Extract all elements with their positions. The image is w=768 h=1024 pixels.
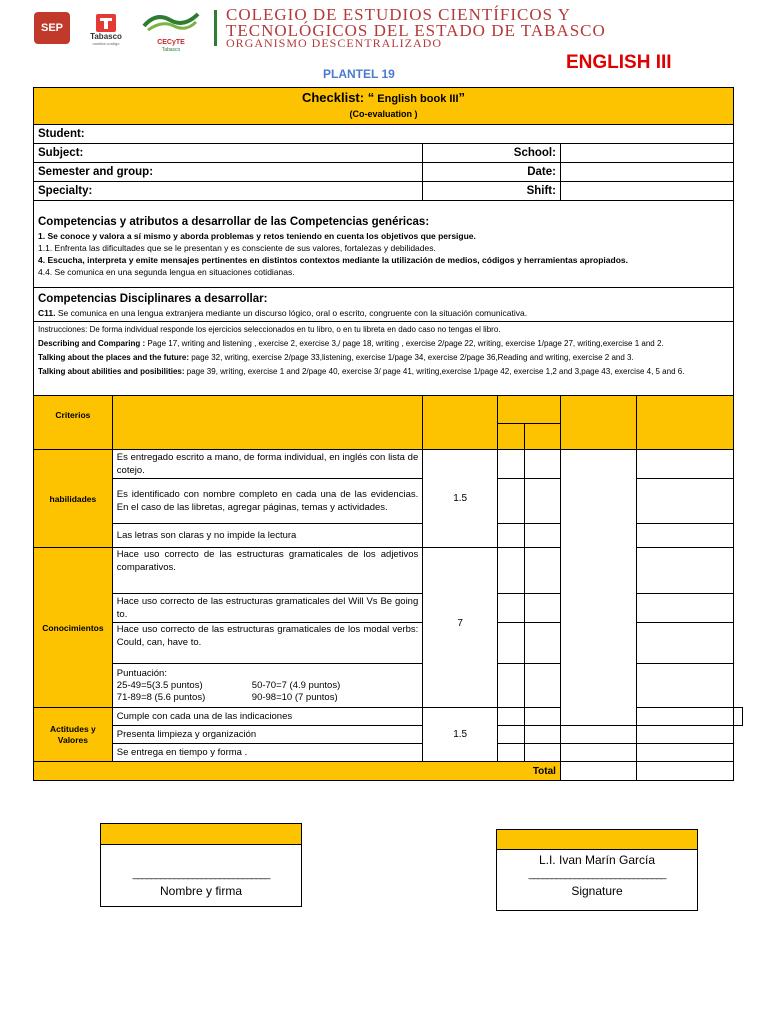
specialty-field: Specialty:	[34, 182, 423, 201]
actitudes-score: 1.5	[423, 708, 498, 762]
habilidades-2-no[interactable]	[524, 479, 560, 524]
criterios-header: Criterios	[34, 396, 113, 450]
check-yes-header	[498, 424, 525, 450]
checklist-table	[33, 87, 743, 781]
student-signature-label: Nombre y firma	[159, 884, 242, 898]
puntuacion-block: Puntuación: 25-49=5(3.5 puntos) 50-70=7 (4.9 puntos) 71-89=8 (5.6 puntos) 90-98=10 (7 puntos)	[112, 664, 422, 708]
course-title: ENGLISH III	[566, 52, 672, 73]
criteria-desc-header	[112, 396, 422, 450]
habilidades-3-obs[interactable]	[637, 524, 734, 548]
sep-logo: SEP	[34, 12, 70, 44]
conocimientos-item-3: Hace uso correcto de las estructuras gramaticales de los modal verbs: Could, can, have to.	[112, 623, 422, 664]
date-field: Date:	[423, 163, 561, 182]
observations-header	[637, 396, 734, 450]
habilidades-3-no[interactable]	[524, 524, 560, 548]
habilidades-1-obs[interactable]	[637, 450, 734, 479]
college-name-line2: TECNOLÓGICOS DEL ESTADO DE TABASCO	[226, 21, 606, 40]
habilidades-1-no[interactable]	[524, 450, 560, 479]
checklist-title-cell: Checklist: “ English book III” (Co-evaluation )	[34, 88, 734, 125]
actitudes-1-no[interactable]	[524, 708, 560, 726]
check-no-header	[524, 424, 560, 450]
habilidades-1-yes[interactable]	[498, 450, 525, 479]
student-signature-header	[101, 824, 301, 845]
total-label: Total	[34, 762, 561, 781]
evaluation-type: (Co-evaluation )	[349, 109, 418, 119]
generic-competencies: Competencias y atributos a desarrollar de las Competencias genéricas: 1. Se conoce y valora a sí mismo y aborda problemas y retos teniendo en cuenta los objetivos que persigue. 1.1. Enfrenta las dificultades que se le presentan y es consciente de sus valores, fortalezas y debilidades. 4. Escucha, interpreta y emite mensajes pertinentes en distintos contextos mediante la utilización de medios, códigos y herramientas apropiados. 4.4. Se comunica en una segunda lengua en situaciones cotidianas.	[34, 201, 734, 288]
habilidades-3-yes[interactable]	[498, 524, 525, 548]
shift-value	[560, 182, 733, 201]
actitudes-obtained-1[interactable]	[637, 708, 734, 726]
college-name-line3: ORGANISMO DESCENTRALIZADO	[226, 36, 442, 50]
habilidades-score: 1.5	[423, 450, 498, 548]
conocimientos-3-no[interactable]	[524, 623, 560, 664]
conocimientos-1-no[interactable]	[524, 548, 560, 594]
habilidades-2-obs[interactable]	[637, 479, 734, 524]
teacher-name: L.I. Ivan Marín García	[538, 853, 656, 867]
actitudes-item-2: Presenta limpieza y organización	[112, 726, 422, 744]
habilidades-item-1: Es entregado escrito a mano, de forma individual, en inglés con lista de cotejo.	[112, 450, 422, 479]
conocimientos-3-obs[interactable]	[637, 623, 734, 664]
teacher-signature-label: Signature	[571, 884, 623, 898]
habilidades-2-yes[interactable]	[498, 479, 525, 524]
instructions-block: Instrucciones: De forma individual responde los ejercicios seleccionados en tu libro, o en tu libreta en dado caso no tengas el libro. Describing and Comparing : Page 17, writing and listening , exercise 2, exercise 3,/ page 18, writing , exercise 2/page 22, writing, exercise 1/page 27, writing,exercise 1 and 2. Talking about the places and the future: page 32, writing, exercise 2/page 33,listening, exercise 1/page 34, exercise 2/page 36,Reading and writing, exercise 2 and 3. Talking about abilities and posibilities: page 39, writing, exercise 1 and 2/page 40, exercise 3/ page 41, writing,exercise 1/page 42, exercise 1,2 and 3,page 43, exercise 4, 5 and 6.	[34, 322, 734, 396]
conocimientos-4-yes[interactable]	[498, 664, 525, 708]
tabasco-logo: Tabasco cambia contigo	[84, 14, 128, 48]
book-name: English book III	[374, 93, 459, 105]
habilidades-item-3: Las letras son claras y no impide la lectura	[112, 524, 422, 548]
actitudes-1-yes[interactable]	[498, 708, 525, 726]
actitudes-3-yes[interactable]	[498, 744, 525, 762]
actitudes-3-no[interactable]	[524, 744, 560, 762]
teacher-signature-box: L.I. Ivan Marín García ______________________________ Signature	[496, 829, 698, 911]
student-signature-box: ______________________________ Nombre y firma	[100, 823, 302, 907]
conocimientos-1-yes[interactable]	[498, 548, 525, 594]
obtained-score[interactable]	[560, 450, 636, 726]
plantel-label: PLANTEL 19	[323, 67, 395, 81]
semester-field: Semester and group:	[34, 163, 423, 182]
teacher-signature-header	[497, 830, 697, 850]
actitudes-item-3: Se entrega en tiempo y forma .	[112, 744, 422, 762]
actitudes-obtained-2[interactable]	[560, 726, 636, 744]
conocimientos-2-obs[interactable]	[637, 594, 734, 623]
date-value	[560, 163, 733, 182]
total-score[interactable]	[560, 762, 636, 781]
tabasco-logo-mark	[96, 14, 116, 32]
header-divider	[214, 10, 217, 46]
cecyte-emblem-icon	[140, 10, 202, 34]
conocimientos-item-1: Hace uso correcto de las estructuras gramaticales de los adjetivos comparativos.	[112, 548, 422, 594]
habilidades-item-2: Es identificado con nombre completo en cada una de las evidencias. En el caso de las libretas, agregar páginas, temas y actividades.	[112, 479, 422, 524]
conocimientos-item-2: Hace uso correcto de las estructuras gramaticales del Will Vs Be going to.	[112, 594, 422, 623]
conocimientos-4-no[interactable]	[524, 664, 560, 708]
conocimientos-3-yes[interactable]	[498, 623, 525, 664]
total-obs[interactable]	[637, 762, 734, 781]
actitudes-3-obs[interactable]	[637, 744, 734, 762]
student-field: Student:	[34, 125, 734, 144]
score-header	[423, 396, 498, 450]
check-header	[498, 396, 561, 424]
college-name-line1: COLEGIO DE ESTUDIOS CIENTÍFICOS Y	[226, 5, 571, 24]
actitudes-item-1: Cumple con cada una de las indicaciones	[112, 708, 422, 726]
habilidades-label: habilidades	[34, 450, 113, 548]
conocimientos-label: Conocimientos	[34, 548, 113, 708]
school-value	[560, 144, 733, 163]
actitudes-2-obs[interactable]	[637, 726, 734, 744]
actitudes-obtained-3[interactable]	[560, 744, 636, 762]
conocimientos-2-yes[interactable]	[498, 594, 525, 623]
cecyte-logo: CECyTE Tabasco	[140, 10, 202, 48]
actitudes-2-no[interactable]	[524, 726, 560, 744]
actitudes-2-yes[interactable]	[498, 726, 525, 744]
disciplinary-competencies: Competencias Disciplinares a desarrollar: C11. Se comunica en una lengua extranjera mediante un discurso lógico, oral o escrito, congruente con la situación comunicativa.	[34, 288, 734, 322]
actitudes-label: Actitudes y Valores	[34, 708, 113, 762]
conocimientos-4-obs[interactable]	[637, 664, 734, 708]
shift-field: Shift:	[423, 182, 561, 201]
actitudes-1-obs[interactable]	[734, 708, 743, 726]
conocimientos-1-obs[interactable]	[637, 548, 734, 594]
obtained-header	[560, 396, 636, 450]
conocimientos-2-no[interactable]	[524, 594, 560, 623]
school-field: School:	[423, 144, 561, 163]
conocimientos-score: 7	[423, 548, 498, 708]
subject-field: Subject:	[34, 144, 423, 163]
